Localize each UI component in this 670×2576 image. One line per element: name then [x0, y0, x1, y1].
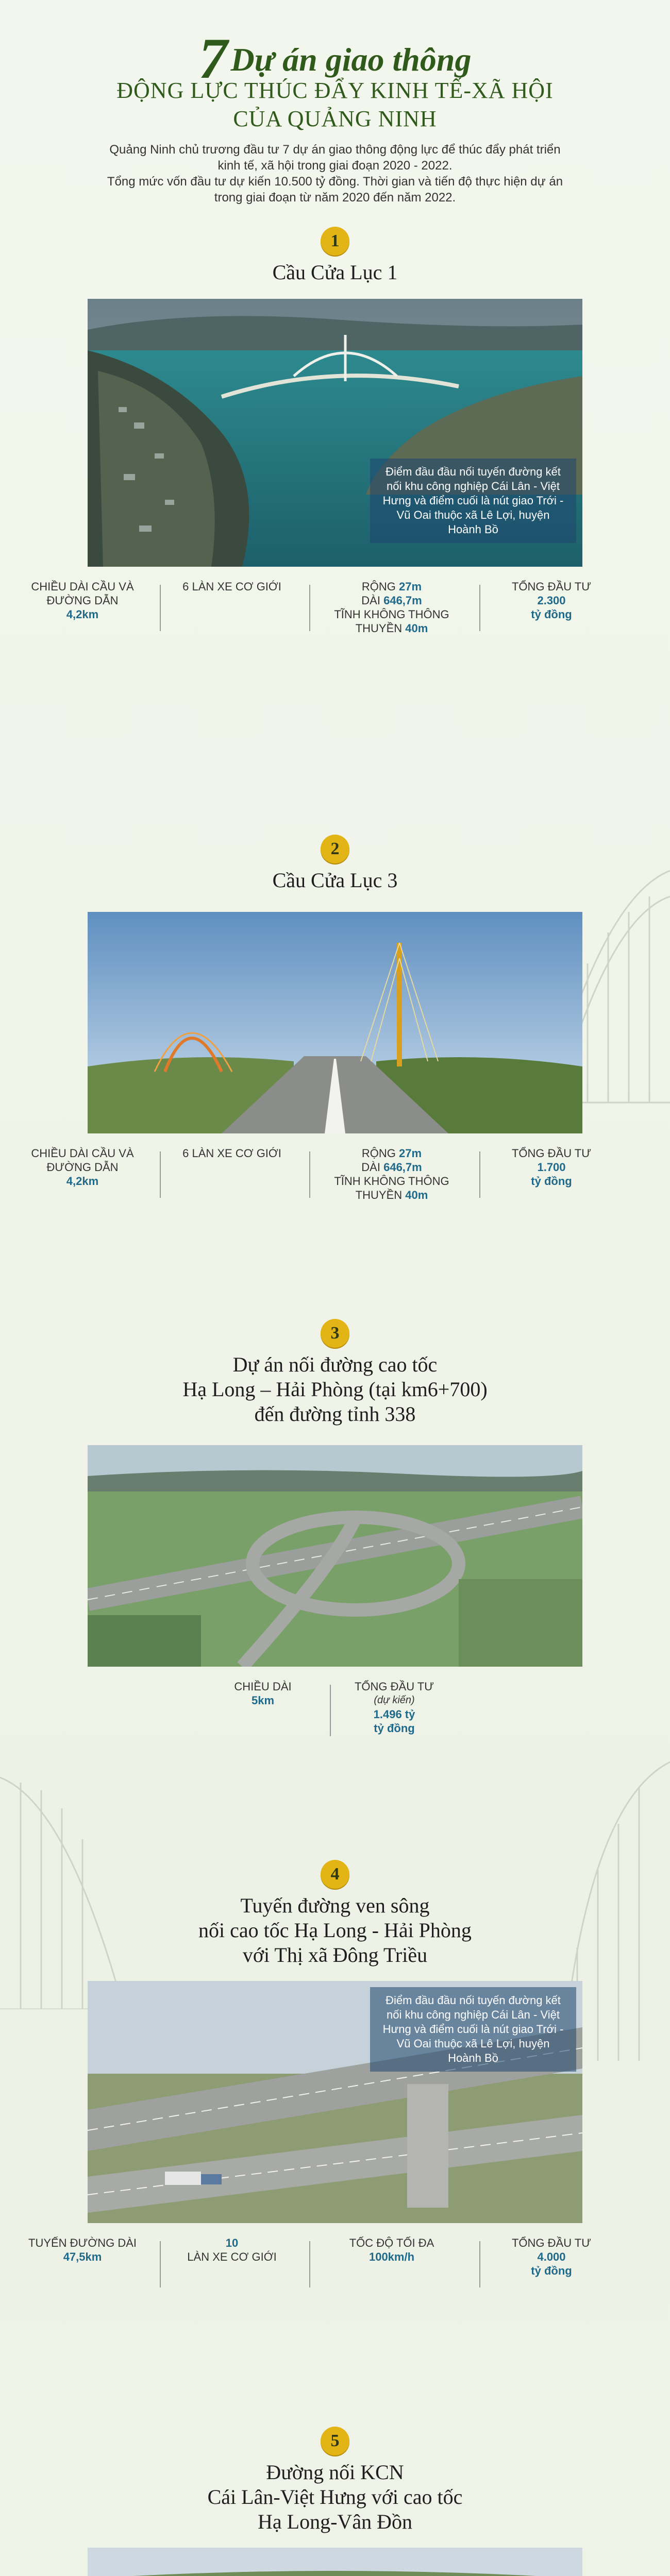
stat-label: 6 LÀN XE CƠ GIỚI — [182, 1147, 281, 1160]
stat-clearance: TĨNH KHÔNG THÔNG THUYỀN 40m — [334, 608, 449, 635]
stat-length-bridge: DÀI 646,7m — [361, 1161, 422, 1174]
title-line: đến đường tỉnh 338 — [254, 1402, 416, 1426]
section-3-stats — [15, 1680, 655, 1752]
section-1-stats — [15, 580, 655, 647]
title-text: Dự án giao thông — [230, 41, 472, 78]
stat-label: LÀN XE CƠ GIỚI — [187, 2250, 277, 2263]
stat-unit: tỷ đồng — [374, 1722, 415, 1735]
stat-label: CHIỀU DÀI CẦU VÀ ĐƯỜNG DẪN — [31, 1147, 134, 1174]
title-line: Hạ Long – Hải Phòng (tại km6+700) — [182, 1378, 488, 1401]
stat-lanes — [165, 580, 299, 594]
title-line: Đường nối KCN — [266, 2461, 404, 2484]
stat-lanes — [165, 1146, 299, 1160]
header — [0, 0, 670, 216]
stat-bridge-dims — [314, 1146, 469, 1202]
stat-value: 4,2km — [66, 1175, 99, 1188]
section-2-stats — [15, 1146, 655, 1213]
section-3-photo — [88, 1445, 582, 1667]
section-3-badge: 3 — [321, 1319, 349, 1348]
stat-speed — [314, 2236, 469, 2264]
section-5-badge: 5 — [321, 2427, 349, 2455]
stat-label: CHIỀU DÀI — [234, 1680, 292, 1693]
stat-value: 47,5km — [63, 2250, 102, 2263]
title-line: với Thị xã Đông Triều — [242, 1943, 428, 1967]
section-1-callout: Điểm đầu đầu nối tuyến đường kết nối khu công nghiệp Cái Lân - Việt Hưng và điểm cuối là nút giao Trới - Vũ Oai thuộc xã Lê Lợi, huyện Hoành Bồ — [370, 459, 576, 543]
section-4-title — [77, 1893, 593, 1968]
title-line: Tuyến đường ven sông — [240, 1894, 430, 1917]
stat-investment — [484, 2236, 618, 2278]
section-4-callout: Điểm đầu đầu nối tuyến đường kết nối khu công nghiệp Cái Lân - Việt Hưng và điểm cuối là nút giao Trới - Vũ Oai thuộc xã Lê Lợi, huyện Hoành Bồ — [370, 1987, 576, 2072]
section-3-title — [77, 1352, 593, 1427]
title-line: Hạ Long-Vân Đồn — [258, 2510, 412, 2533]
stat-width: RỘNG 27m — [361, 1147, 422, 1160]
stat-length — [15, 1146, 149, 1188]
stat-length-bridge: DÀI 646,7m — [361, 594, 422, 607]
intro-paragraph-1: Quảng Ninh chủ trương đầu tư 7 dự án giao thông động lực để thúc đẩy phát triển kinh tế, xã hội trong giai đoạn 2020 - 2022. — [109, 143, 561, 173]
section-2-photo — [88, 912, 582, 1133]
intro-text — [98, 142, 572, 206]
stat-value: 4.000 — [537, 2250, 566, 2263]
stat-value: 10 — [225, 2236, 239, 2249]
stat-label: TỔNG ĐẦU TƯ — [511, 1147, 592, 1160]
stat-value: 100km/h — [368, 2250, 415, 2263]
stat-label: TỔNG ĐẦU TƯ — [511, 580, 592, 593]
stat-investment — [484, 1146, 618, 1188]
stat-clearance: TĨNH KHÔNG THÔNG THUYỀN 40m — [334, 1175, 449, 1201]
title-number: 7 — [198, 27, 228, 91]
stat-value: 4,2km — [66, 608, 99, 621]
title-line: nối cao tốc Hạ Long - Hải Phòng — [198, 1919, 472, 1942]
section-4-stats — [15, 2236, 655, 2303]
section-1-title: Cầu Cửa Lục 1 — [272, 261, 398, 284]
stat-label: CHIỀU DÀI CẦU VÀ ĐƯỜNG DẪN — [31, 580, 134, 607]
stat-lanes — [165, 2236, 299, 2264]
intro-paragraph-2: Tổng mức vốn đầu tư dự kiến 10.500 tỷ đồng. Thời gian và tiến độ thực hiện dự án trong giai đoạn từ năm 2020 đến năm 2022. — [107, 175, 563, 205]
section-2-badge: 2 — [321, 835, 349, 863]
stat-bridge-dims — [314, 580, 469, 635]
stat-label: 6 LÀN XE CƠ GIỚI — [182, 580, 281, 593]
stat-label: TUYẾN ĐƯỜNG DÀI — [28, 2236, 137, 2249]
title-line: Cái Lân-Việt Hưng với cao tốc — [207, 2485, 463, 2509]
section-1-photo — [88, 299, 582, 567]
page-subtitle-2: CỦA QUẢNG NINH — [233, 106, 437, 131]
page-subtitle-1: ĐỘNG LỰC THÚC ĐẨY KINH TẾ-XÃ HỘI — [116, 78, 554, 103]
stat-label: TỐC ĐỘ TỐI ĐA — [349, 2236, 434, 2249]
stat-length — [206, 1680, 320, 1707]
stat-unit: tỷ đồng — [531, 1175, 572, 1188]
stat-investment — [484, 580, 618, 621]
stat-length — [15, 580, 149, 621]
stat-value: 2.300 — [537, 594, 566, 607]
stat-note: (dự kiến) — [374, 1694, 415, 1706]
stat-value: 1.700 — [537, 1161, 566, 1174]
stat-value: 1.496 tỷ — [373, 1708, 415, 1721]
section-4-badge: 4 — [321, 1860, 349, 1889]
stat-label: TỔNG ĐẦU TƯ — [354, 1680, 434, 1693]
stat-length — [15, 2236, 149, 2264]
section-4-photo — [88, 1981, 582, 2223]
section-1-badge: 1 — [321, 227, 349, 256]
stat-unit: tỷ đồng — [531, 608, 572, 621]
stat-label: TỔNG ĐẦU TƯ — [511, 2236, 592, 2249]
title-line: Dự án nối đường cao tốc — [232, 1353, 438, 1376]
stat-unit: tỷ đồng — [531, 2264, 572, 2277]
stat-width: RỘNG 27m — [361, 580, 422, 593]
section-2-title: Cầu Cửa Lục 3 — [272, 869, 398, 892]
section-5-title — [77, 2460, 593, 2534]
stat-value: 5km — [251, 1694, 275, 1707]
stat-investment — [338, 1680, 451, 1735]
section-5-photo — [88, 2548, 582, 2576]
